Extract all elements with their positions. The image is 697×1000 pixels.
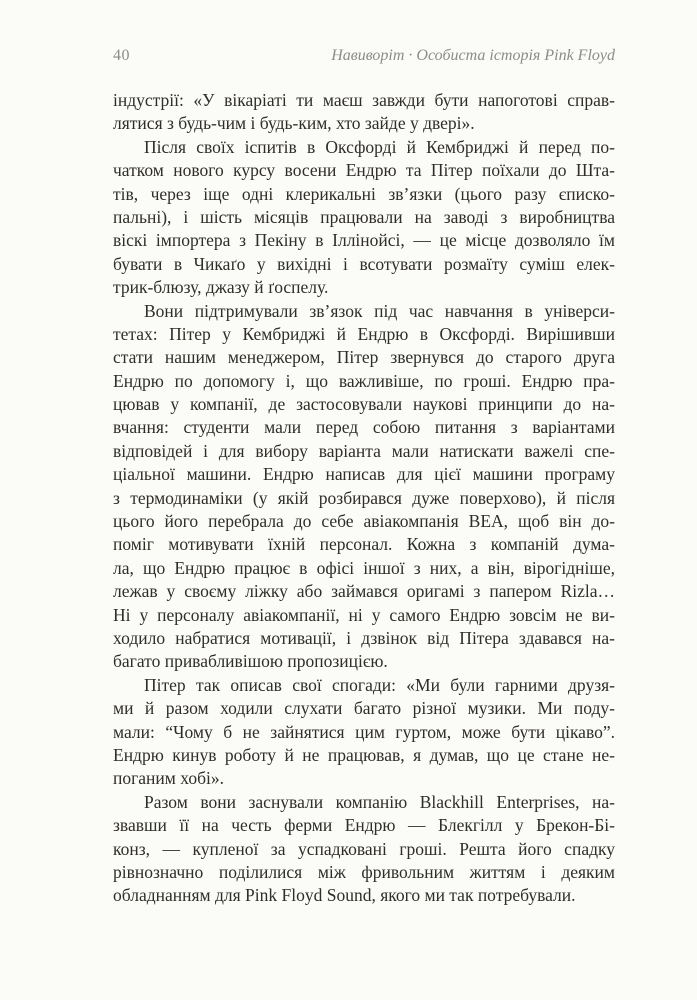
text-line: чатком нового курсу восени Ендрю та Пітер поїхали до Шта- — [113, 160, 615, 181]
page-body — [113, 89, 615, 908]
text-line: ла, що Ендрю працює в офісі іншої з них, а він, вірогідніше, — [113, 557, 615, 578]
text-line: відповідей і для вибору варіанта мали натискати важелі спе- — [113, 440, 615, 461]
text-line: Ні у персоналу авіакомпанії, ні у самого Ендрю зовсім не ви- — [113, 604, 615, 625]
text-line: мали: “Чому б не зайнятися цим гуртом, може бути цікаво”. — [113, 721, 615, 742]
text-line: стати нашим менеджером, Пітер звернувся до старого друга — [113, 347, 615, 368]
text-line: Ендрю по допомогу і, що важливіше, по гроші. Ендрю пра- — [113, 370, 615, 391]
text-line: індустрії: «У вікаріаті ти маєш завжди бути напоготові справ- — [113, 90, 615, 110]
running-title: Навиворіт · Особиста історія Pink Floyd — [331, 47, 615, 64]
text-line: Разом вони заснували компанію Blackhill Enterprises, на- — [144, 791, 615, 812]
text-line: лежав у своєму ліжку або займався оригамі з папером Rizla… — [113, 581, 615, 602]
text-line: тів, через іще одні клерикальні зв’язки (цього разу єписко- — [113, 183, 615, 204]
text-line: лятися з будь-чим і будь-ким, хто зайде у двері». — [113, 113, 475, 134]
text-line: багато привабливішою пропозицією. — [113, 651, 388, 672]
text-line: поміг мотивувати їхній персонал. Кожна з компаній дума- — [113, 534, 615, 555]
text-line: ціальної машини. Ендрю написав для цієї машини програму — [113, 464, 615, 485]
text-line: обладнанням для Pink Floyd Sound, якого ми так потребували. — [113, 885, 576, 906]
text-line: Після своїх іспитів в Оксфорді й Кембриджі й перед по- — [144, 136, 615, 157]
text-line: тетах: Пітер у Кембриджі й Ендрю в Оксфорді. Вирішивши — [113, 323, 615, 344]
text-line: цював у компанії, де застосовували наукові принципи до на- — [113, 394, 615, 415]
text-line: з термодинаміки (у якій розбирався дуже поверхово), й після — [113, 487, 615, 508]
page-header — [113, 47, 615, 65]
text-line: ходило набратися мотивації, і дзвінок від Пітера здавався на- — [113, 627, 615, 648]
text-line: Пітер так описав свої спогади: «Ми були гарними друзя- — [144, 674, 615, 695]
text-line: конз, — купленої за успадковані гроші. Решта його спадку — [113, 838, 615, 859]
text-line: поганим хобі». — [113, 768, 224, 789]
text-line: віскі імпортера з Пекіну в Іллінойсі, — це місце дозволяло їм — [113, 230, 615, 251]
text-line: рівнозначно поділилися між фривольним життям і деяким — [113, 861, 615, 882]
text-line: звавши її на честь ферми Ендрю — Блекгілл у Брекон-Бі- — [113, 815, 615, 836]
text-line: бувати в Чикаґо у вихідні і всотувати розмаїту суміш елек- — [113, 253, 615, 274]
text-line: Вони підтримували зв’язок під час навчання в універси- — [144, 300, 615, 321]
text-line: пальні), і шість місяців працювали на заводі з виробництва — [113, 206, 615, 227]
text-line: вчання: студенти мали перед собою питання з варіантами — [113, 417, 615, 438]
page-number: 40 — [113, 47, 130, 64]
text-line: трик-блюзу, джазу й ґоспелу. — [113, 277, 329, 298]
text-line: Ендрю кинув роботу й не працював, я думав, що це стане не- — [113, 744, 615, 765]
text-line: ми й разом ходили слухати багато різної музики. Ми поду- — [113, 698, 615, 719]
text-line: цього його перебрала до себе авіакомпанія BEA, щоб він до- — [113, 511, 615, 532]
